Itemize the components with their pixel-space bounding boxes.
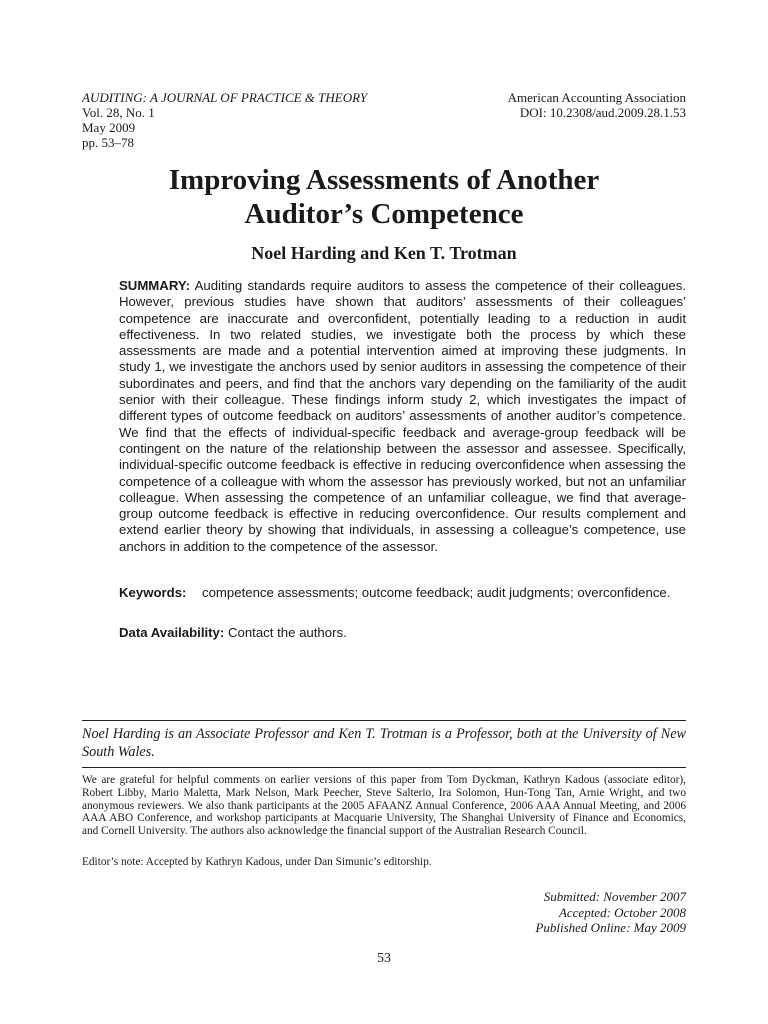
doi: DOI: 10.2308/aud.2009.28.1.53	[519, 105, 686, 120]
authors: Noel Harding and Ken T. Trotman	[251, 243, 517, 263]
publisher-info	[508, 90, 686, 120]
keywords	[119, 585, 686, 601]
journal-name: AUDITING: A JOURNAL OF PRACTICE & THEORY	[82, 90, 368, 105]
footnote-divider	[82, 767, 686, 768]
publisher-name: American Accounting Association	[507, 90, 686, 105]
journal-volume: Vol. 28, No. 1	[82, 105, 155, 120]
date-published: Published Online: May 2009	[535, 920, 686, 935]
title-line-1: Improving Assessments of Another	[168, 164, 600, 196]
article-first-page	[82, 0, 686, 1024]
data-availability	[119, 625, 686, 641]
journal-pages: pp. 53–78	[82, 135, 134, 150]
acknowledgment: We are grateful for helpful comments on earlier versions of this paper from Tom Dyckman, Kathryn Kadous (associate editor), Robert Libby, Mario Maletta, Mark Nelson, Mark Peecher, Steve Salterio, Ira Solomon, Hun-Tong Tan, Arnie Wright, and two anonymous reviewers. We also thank participants at the 2005 AFAANZ Annual Conference, 2006 AAA Annual Meeting, and 2006 AAA ABO Conference, and workshop participants at Macquarie University, The Shanghai University of Finance and Economics, and Cornell University. The authors also acknowledge the financial support of the Australian Research Council.	[82, 774, 686, 838]
availability-text: Contact the authors.	[227, 625, 347, 640]
title-line-2: Auditor’s Competence	[244, 198, 524, 230]
footnote-divider-top	[82, 720, 686, 721]
date-submitted: Submitted: November 2007	[543, 889, 686, 904]
date-accepted: Accepted: October 2008	[558, 904, 686, 920]
article-title	[82, 163, 686, 231]
publication-dates	[535, 889, 686, 936]
page-number: 53	[377, 951, 391, 966]
abstract	[119, 278, 686, 555]
summary-label: SUMMARY:	[119, 278, 191, 293]
editor-note: Editor’s note: Accepted by Kathryn Kadous, under Dan Simunic’s editorship.	[82, 856, 432, 868]
availability-label: Data Availability:	[119, 625, 225, 640]
journal-date: May 2009	[82, 120, 136, 135]
author-affiliation: Noel Harding is an Associate Professor and Ken T. Trotman is a Professor, both at the University of New South Wales.	[82, 726, 686, 760]
journal-citation	[82, 90, 367, 150]
summary-text: Auditing standards require auditors to assess the competence of their colleagues. However, previous studies have shown that auditors’ assessments of their colleagues’ competence are inaccurate and overconfident, potentially leading to a reduction in audit effectiveness. In two related studies, we investigate both the process by which these assessments are made and a potential intervention aimed at improving these judgments. In study 1, we investigate the anchors used by senior auditors in assessing the competence of their subordinates and peers, and find that the anchors vary depending on the familiarity of the audit senior with their colleague. These findings inform study 2, which investigates the impact of different types of outcome feedback on auditors’ assessments of another auditor’s competence. We find that the effects of individual-specific feedback and average-group feedback will be contingent on the nature of the relationship between the assessor and assessee. Specifically, individual-specific outcome feedback is effective in reducing overconfidence when assessing the competence of a colleague with whom the assessor has previously worked, but not an unfamiliar colleague. When assessing the competence of an unfamiliar colleague, we find that average-group outcome feedback is effective in reducing overconfidence. Our results complement and extend earlier theory by showing that individuals, in assessing a colleague’s competence, use anchors in addition to the competence of the assessor.	[119, 278, 687, 554]
keywords-label: Keywords:	[119, 585, 187, 600]
keywords-text: competence assessments; outcome feedback; audit judgments; overconfidence.	[202, 585, 671, 600]
